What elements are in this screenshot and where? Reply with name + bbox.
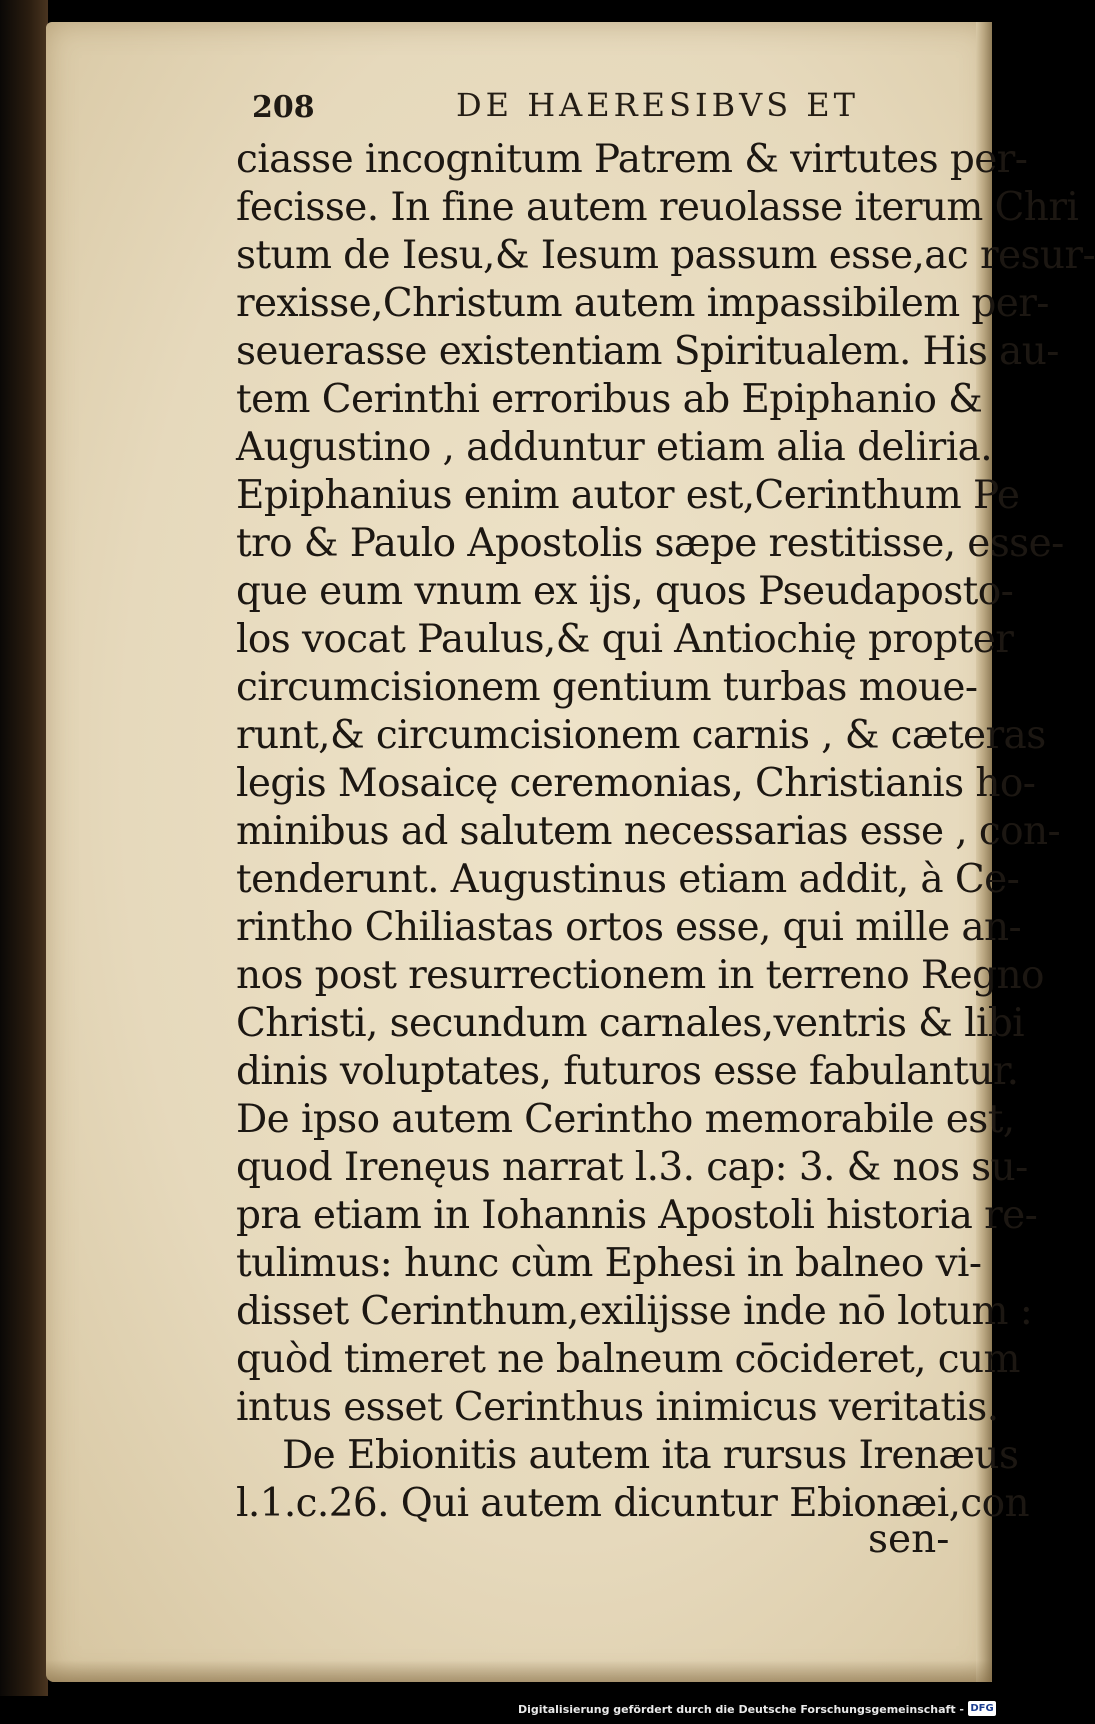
body-text [236,136,1095,1528]
text-line: seuerasse existentiam Spiritualem. His au- [236,329,1059,374]
text-line: quod Irenęus narrat l.3. cap: 3. & nos su- [236,1145,1028,1190]
text-line: De ipso autem Cerintho memorabile est, [236,1097,1015,1142]
text-line: tulimus: hunc cùm Ephesi in balneo vi- [236,1241,982,1286]
text-line: pra etiam in Iohannis Apostoli historia re- [236,1193,1038,1238]
dfg-logo-icon: DFG [968,1701,996,1716]
text-line: rexisse,Christum autem impassibilem per- [236,281,1049,326]
text-line: intus esset Cerinthus inimicus veritatis. [236,1385,999,1430]
catchword: sen- [868,1517,950,1562]
paragraph-start-line: De Ebionitis autem ita rursus Irenæus [282,1433,1019,1478]
text-line: los vocat Paulus,& qui Antiochię propter [236,617,1014,662]
text-line: nos post resurrectionem in terreno Regno [236,953,1044,998]
page-number: 208 [252,90,315,125]
page-bottom-shade [46,1660,992,1682]
text-line: tro & Paulo Apostolis sæpe restitisse, esse- [236,521,1064,566]
text-line: ciasse incognitum Patrem & virtutes per- [236,137,1028,182]
text-line: Epiphanius enim autor est,Cerinthum Pe [236,473,1020,518]
text-line: runt,& circumcisionem carnis , & cæteras [236,713,1046,758]
digitization-credit: Digitalisierung gefördert durch die Deutsche Forschungsgemeinschaft - [517,1703,964,1716]
text-line: legis Mosaicę ceremonias, Christianis ho- [236,761,1036,806]
text-line: tem Cerinthi erroribus ab Epiphanio & [236,377,983,422]
running-head: DE HAERESIBVS ET [456,86,859,124]
book-spine-shadow [0,0,48,1724]
text-line: que eum vnum ex ijs, quos Pseudaposto- [236,569,1014,614]
text-line: fecisse. In fine autem reuolasse iterum Chri [236,185,1079,230]
page-header [200,70,860,125]
text-line: minibus ad salutem necessarias esse , con- [236,809,1061,854]
text-line: circumcisionem gentium turbas moue- [236,665,978,710]
text-line: Augustino , adduntur etiam alia deliria. [236,425,993,470]
text-line: disset Cerinthum,exilijsse inde nō lotum : [236,1289,1033,1334]
text-line: Christi, secundum carnales,ventris & libi [236,1001,1025,1046]
text-line: rintho Chiliastas ortos esse, qui mille an- [236,905,1022,950]
text-line: l.1.c.26. Qui autem dicuntur Ebionæi,con [236,1481,1030,1526]
text-line: dinis voluptates, futuros esse fabulantur. [236,1049,1019,1094]
text-line: stum de Iesu,& Iesum passum esse,ac resur- [236,233,1095,278]
text-line: tenderunt. Augustinus etiam addit, à Ce- [236,857,1020,902]
text-line: quòd timeret ne balneum cōcideret, cum [236,1337,1020,1382]
